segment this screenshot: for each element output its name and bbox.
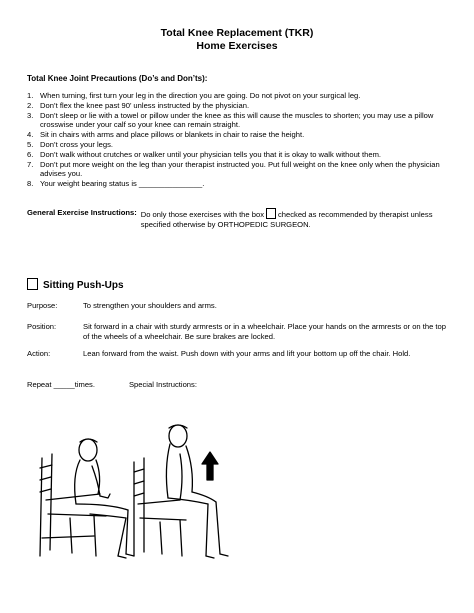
exercise-checkbox[interactable] [27, 278, 38, 290]
general-instructions-label: General Exercise Instructions: [27, 208, 137, 217]
list-item-number: 6. [27, 149, 34, 159]
list-item-number: 1. [27, 91, 34, 100]
checkbox-icon [266, 208, 276, 219]
position-label: Position: [27, 322, 57, 331]
general-instructions-text [141, 208, 447, 230]
list-item-number: 3. [27, 110, 34, 120]
list-item [27, 150, 447, 160]
position-row [27, 322, 447, 342]
special-instructions-label: Special Instructions: [128, 380, 197, 389]
page-title [0, 27, 474, 53]
list-item-text: Don’t flex the knee past 90’ unless instructed by the physician. [40, 100, 250, 110]
list-item-text: Don’t cross your legs. [40, 139, 114, 149]
purpose-text: To strengthen your shoulders and arms. [83, 301, 217, 310]
repeat-row [27, 380, 197, 389]
list-item-text: When turning, first turn your leg in the direction you are going. Do not pivot on your surgical leg. [40, 91, 361, 100]
precautions-heading: Total Knee Joint Precautions (Do’s and Don’ts): [27, 74, 208, 83]
repeat-text: Repeat _____times. [27, 380, 95, 389]
purpose-row [27, 301, 447, 311]
list-item-text: Don’t sleep or lie with a towel or pillow under the knee as this will cause the muscles to shorten; you may use a pillow crosswise under your calf so your knee can remain straight. [40, 110, 434, 130]
action-text: Lean forward from the waist. Push down with your arms and lift your bottom up off the chair. Hold. [83, 349, 411, 358]
list-item-text: Sit in chairs with arms and place pillows or blankets in chair to raise the height. [40, 130, 305, 140]
list-item-text: Your weight bearing status is _______________. [40, 179, 205, 189]
list-item [27, 160, 447, 180]
list-item-text: Don’t walk without crutches or walker until your physician tells you that it is okay to walk without them. [40, 149, 382, 159]
general-text-before-box: Do only those exercises with the box [140, 210, 264, 219]
action-label: Action: [27, 349, 51, 358]
list-item-number: 2. [27, 100, 34, 110]
title-line-2: Home Exercises [196, 40, 278, 52]
list-item-number: 8. [27, 179, 34, 189]
list-item [27, 140, 447, 150]
list-item [27, 179, 447, 189]
list-item [27, 111, 447, 131]
exercise-title [27, 278, 124, 291]
exercise-title-text: Sitting Push-Ups [43, 280, 124, 291]
list-item [27, 130, 447, 140]
list-item [27, 91, 447, 101]
push-up-figure-illustration [134, 425, 228, 558]
list-item [27, 101, 447, 111]
purpose-label: Purpose: [27, 301, 58, 310]
sitting-push-up-illustration [30, 418, 230, 568]
general-instructions [27, 208, 447, 230]
action-row [27, 349, 447, 359]
list-item-number: 5. [27, 139, 34, 149]
list-item-number: 4. [27, 130, 34, 140]
position-text: Sit forward in a chair with sturdy armrests or in a wheelchair. Place your hands on the armrests or on the top of the wheels of a wheelchair. Be sure brakes are locked. [83, 322, 446, 341]
precautions-list [27, 91, 447, 189]
list-item-number: 7. [27, 159, 34, 169]
title-line-1: Total Knee Replacement (TKR) [160, 27, 314, 39]
general-text-after-box: checked as recommended by therapist unless specified otherwise by ORTHOPEDIC SURGEON. [140, 210, 433, 229]
list-item-text: Don’t put more weight on the leg than your therapist instructed you. Put full weight on the knee only when the physician advises you. [40, 159, 440, 179]
seated-figure-illustration [40, 439, 134, 558]
